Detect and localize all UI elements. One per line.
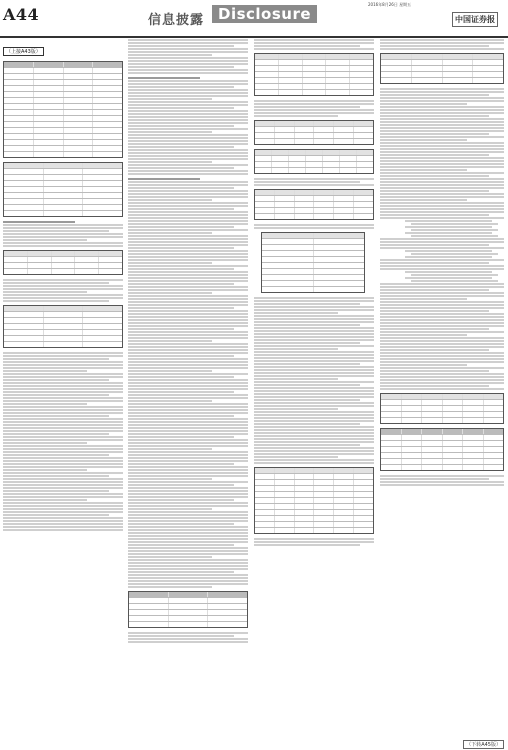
data-table bbox=[254, 467, 374, 534]
page-number: A44 bbox=[3, 5, 40, 24]
issue-date: 2016年8月26日 星期五 bbox=[368, 2, 412, 7]
section-title-cn: 信息披露 bbox=[148, 13, 205, 28]
text-column-3 bbox=[254, 38, 374, 738]
data-table bbox=[3, 305, 123, 348]
continuation-notice-top: （上接A43版） bbox=[3, 47, 44, 56]
page-header bbox=[0, 0, 508, 38]
data-table bbox=[3, 162, 123, 217]
data-table bbox=[261, 232, 365, 293]
data-table bbox=[254, 53, 374, 96]
data-table bbox=[3, 61, 123, 158]
data-table bbox=[254, 149, 374, 174]
newspaper-masthead: 中国证券报 bbox=[452, 12, 498, 27]
text-column-2 bbox=[128, 38, 248, 738]
data-table bbox=[254, 189, 374, 220]
text-column-1 bbox=[3, 38, 123, 738]
data-table bbox=[254, 120, 374, 145]
data-table bbox=[380, 393, 504, 424]
section-title-en: Disclosure bbox=[212, 5, 317, 23]
data-table bbox=[3, 250, 123, 275]
data-table bbox=[128, 591, 248, 628]
text-column-4 bbox=[380, 38, 504, 738]
continuation-notice-bottom: （下转A45版） bbox=[463, 740, 504, 749]
data-table bbox=[380, 53, 504, 84]
data-table bbox=[380, 428, 504, 471]
